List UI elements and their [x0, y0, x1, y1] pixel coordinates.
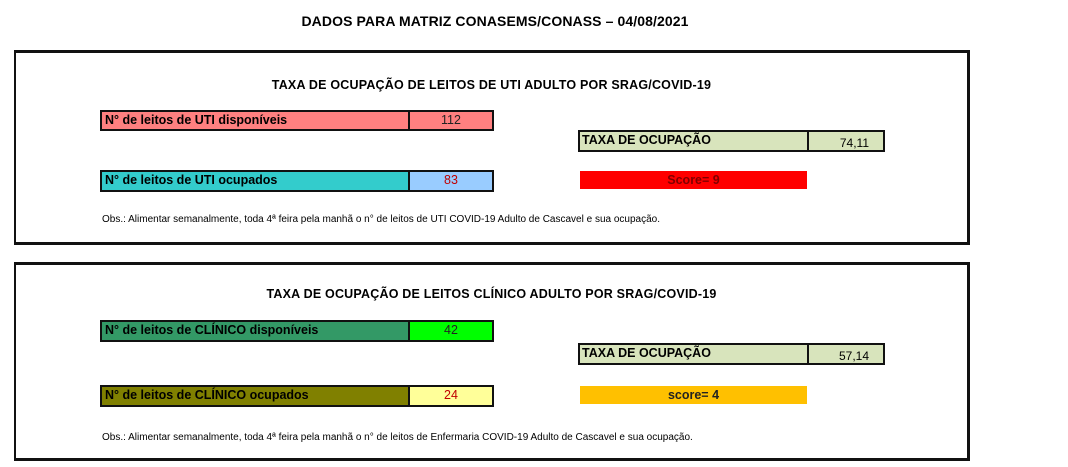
- clinico-ocupados-value: 24: [410, 385, 494, 407]
- clinico-ocupados-label: N° de leitos de CLÍNICO ocupados: [100, 385, 410, 407]
- uti-disponiveis-value: 112: [410, 110, 494, 131]
- uti-panel: [14, 50, 970, 245]
- clinico-panel-title: TAXA DE OCUPAÇÃO DE LEITOS CLÍNICO ADULTO POR SRAG/COVID-19: [266, 287, 717, 301]
- clinico-disponiveis-value: 42: [410, 320, 494, 342]
- clinico-obs-note: Obs.: Alimentar semanalmente, toda 4ª feira pela manhã o n° de leitos de Enfermaria COVID-19 Adulto de Cascavel e sua ocupação.: [102, 432, 693, 443]
- clinico-panel: [14, 262, 970, 461]
- uti-ocupados-value: 83: [410, 170, 494, 192]
- page-title: DADOS PARA MATRIZ CONASEMS/CONASS – 04/08/2021: [301, 13, 689, 29]
- uti-panel-title: TAXA DE OCUPAÇÃO DE LEITOS DE UTI ADULTO POR SRAG/COVID-19: [271, 78, 712, 92]
- uti-disponiveis-label: N° de leitos de UTI disponíveis: [100, 110, 410, 131]
- uti-taxa-label: TAXA DE OCUPAÇÃO: [578, 130, 807, 152]
- uti-ocupados-label: N° de leitos de UTI ocupados: [100, 170, 410, 192]
- clinico-score-badge: score= 4: [580, 386, 807, 404]
- uti-taxa-value: 74,11: [807, 130, 885, 152]
- clinico-disponiveis-label: N° de leitos de CLÍNICO disponíveis: [100, 320, 410, 342]
- uti-score-badge: Score= 9: [580, 171, 807, 189]
- clinico-taxa-value: 57,14: [807, 343, 885, 365]
- clinico-taxa-label: TAXA DE OCUPAÇÃO: [578, 343, 807, 365]
- uti-obs-note: Obs.: Alimentar semanalmente, toda 4ª feira pela manhã o n° de leitos de UTI COVID-19 Adulto de Cascavel e sua ocupação.: [102, 214, 661, 225]
